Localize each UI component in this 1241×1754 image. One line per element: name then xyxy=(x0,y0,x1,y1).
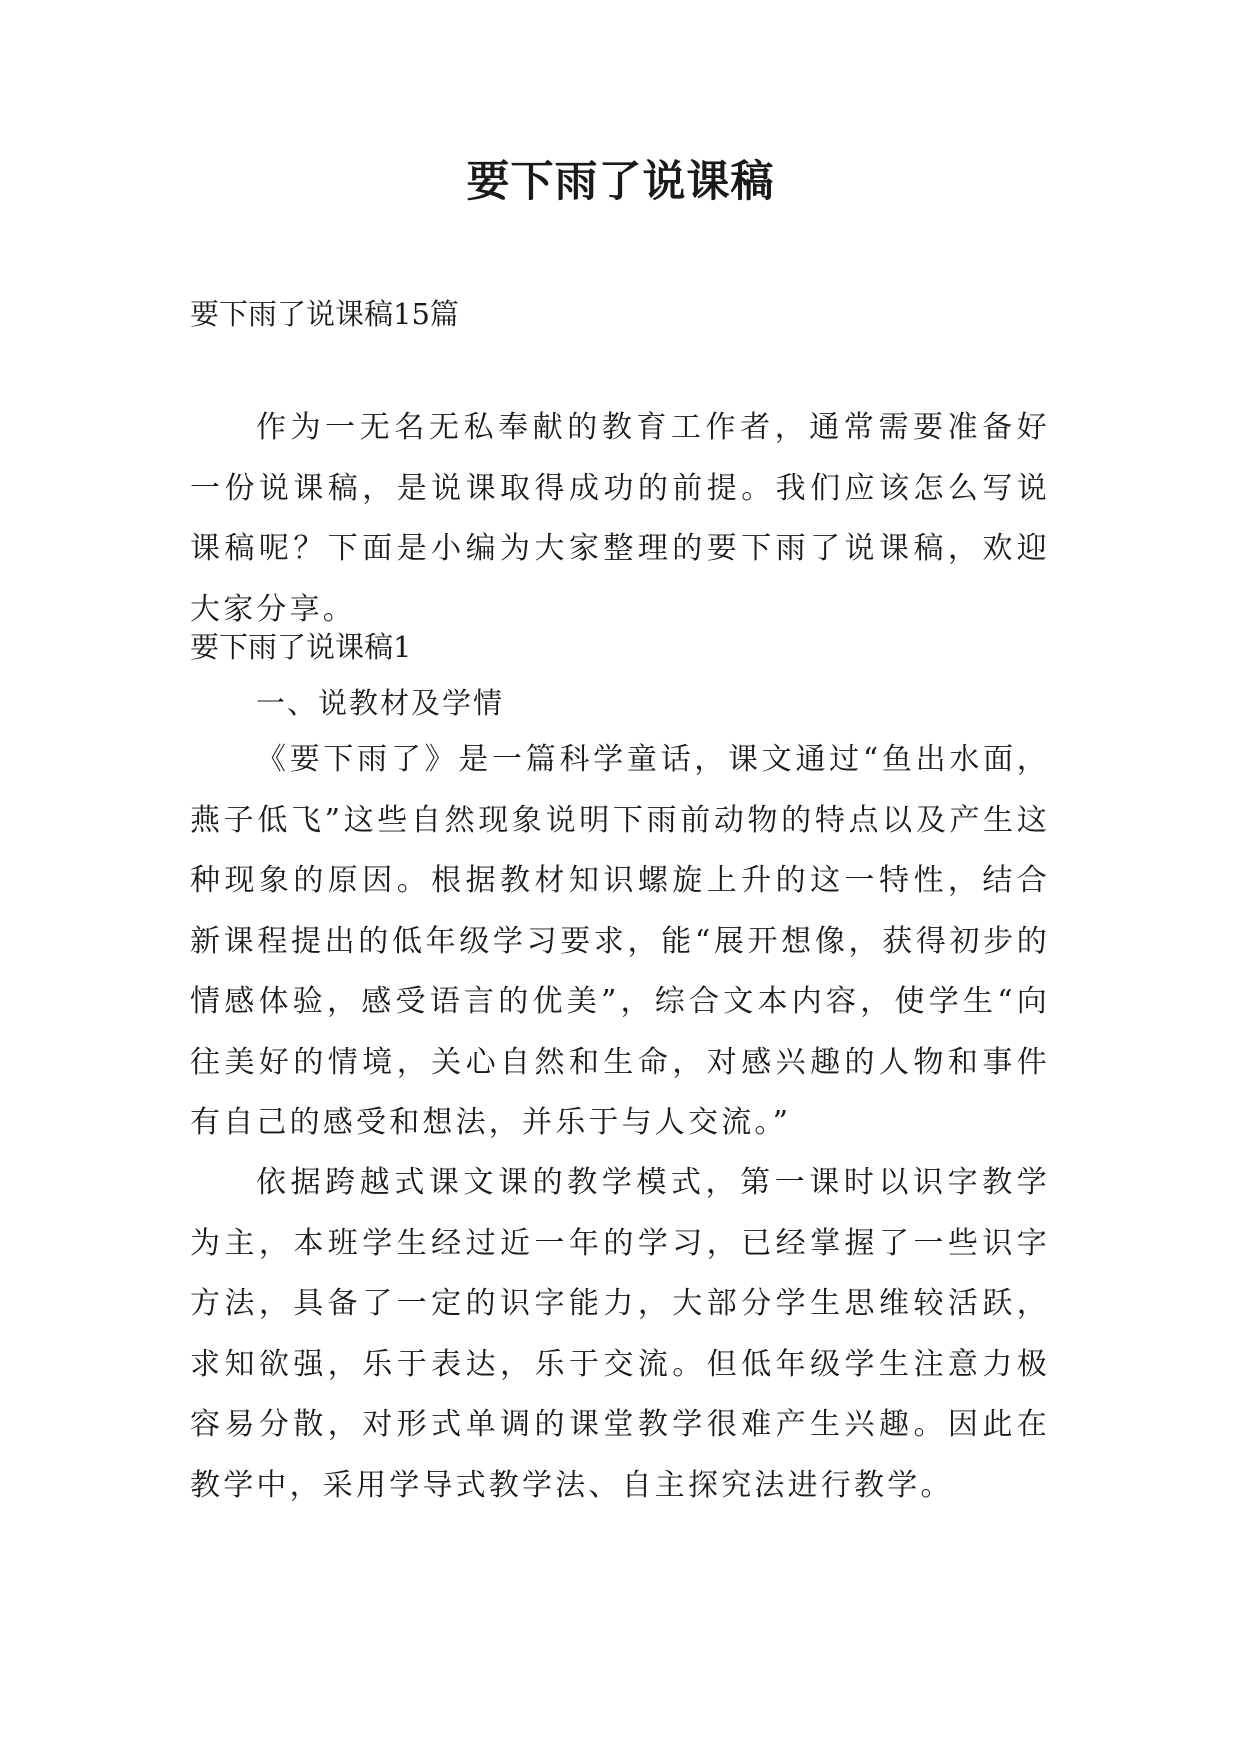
intro-paragraph: 作为一无名无私奉献的教育工作者，通常需要准备好一份说课稿，是说课取得成功的前提。我们应该怎么写说课稿呢？下面是小编为大家整理的要下雨了说课稿，欢迎大家分享。 xyxy=(190,410,1050,627)
body-paragraph: 《要下雨了》是一篇科学童话，课文通过“鱼出水面，燕子低飞”这些自然现象说明下雨前动物的特点以及产生这种现象的原因。根据教材知识螺旋上升的这一特性，结合新课程提出的低年级学习要求，能“展开想像，获得初步的情感体验，感受语言的优美”，综合文本内容，使学生“向往美好的情境，关心自然和生命，对感兴趣的人物和事件有自己的感受和想法，并乐于与人交流。” xyxy=(190,742,1050,1140)
body-paragraph: 依据跨越式课文课的教学模式，第一课时以识字教学为主，本班学生经过近一年的学习，已经掌握了一些识字方法，具备了一定的识字能力，大部分学生思维较活跃，求知欲强，乐于表达，乐于交流。但低年级学生注意力极容易分散，对形式单调的课堂教学很难产生兴趣。因此在教学中，采用学导式教学法、自主探究法进行教学。 xyxy=(190,1165,1050,1503)
document-title: 要下雨了说课稿 xyxy=(466,157,775,207)
document-subtitle: 要下雨了说课稿15篇 xyxy=(190,297,459,331)
section-heading: 一、说教材及学情 xyxy=(256,686,505,720)
part-heading: 要下雨了说课稿1 xyxy=(190,630,412,664)
